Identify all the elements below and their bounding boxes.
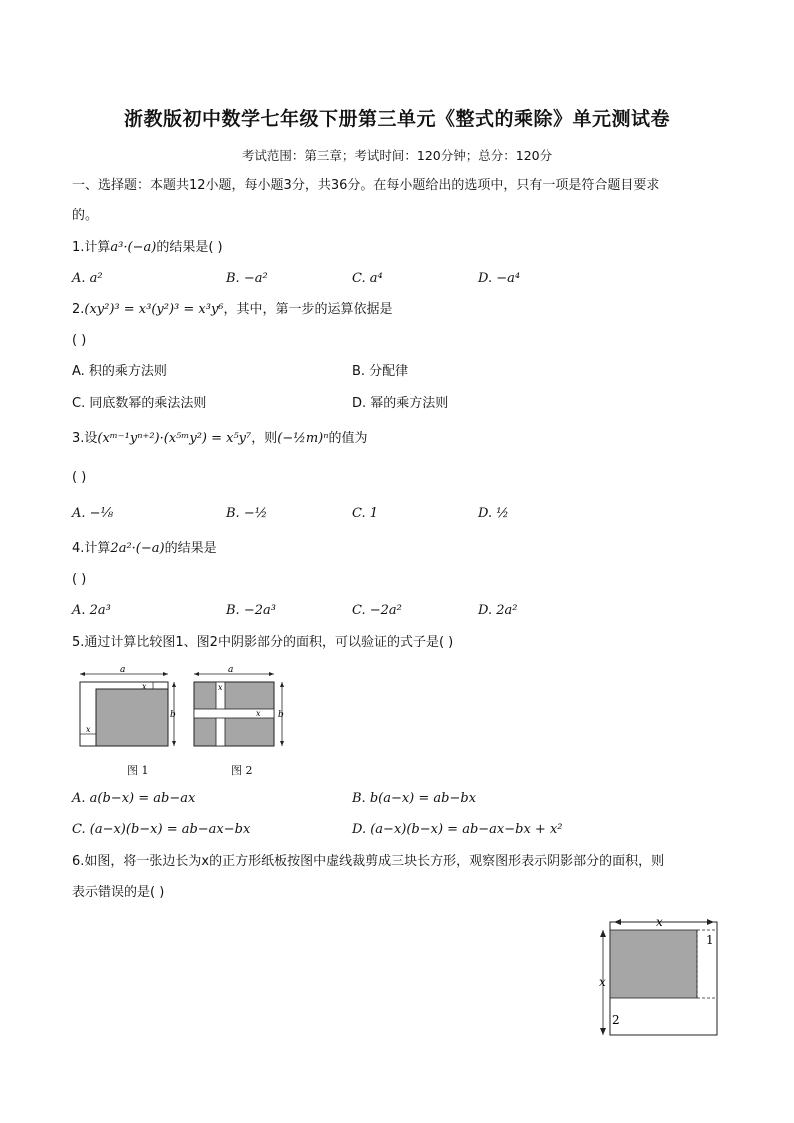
q3-answer-paren: ( ) xyxy=(72,470,87,485)
q3-mid: ，则 xyxy=(251,431,278,446)
fig2-label-a: a xyxy=(228,665,234,675)
fig1-arrow xyxy=(172,682,176,687)
section-heading-line2: 的。 xyxy=(72,208,99,223)
q2-option-b[interactable]: B. 分配律 xyxy=(352,364,409,379)
fig2-label-b: b xyxy=(278,710,284,720)
q3-option-d[interactable]: D. ½ xyxy=(478,506,509,521)
q3-post: 的值为 xyxy=(328,431,368,446)
fig2-arrow xyxy=(269,672,274,676)
q5-option-d[interactable]: D. (a−x)(b−x) = ab−ax−bx + x² xyxy=(352,822,563,837)
q3-expr2: (−½m)ⁿ xyxy=(277,431,329,446)
q4-answer-paren: ( ) xyxy=(72,572,87,587)
q6-text-line1: 如图，将一张边长为x的正方形纸板按图中虚线裁剪成三块长方形，观察图形表示阴影部分的面积，则 xyxy=(84,854,665,869)
question-4 xyxy=(72,541,217,557)
figure-1 xyxy=(76,662,186,750)
fig1-arrow xyxy=(163,672,168,676)
q1-option-d[interactable]: D. −a⁴ xyxy=(478,271,521,286)
question-2 xyxy=(72,302,393,318)
q6-arrow xyxy=(600,930,606,937)
q5-number: 5. xyxy=(72,635,85,650)
q3-option-a[interactable]: A. −⅛ xyxy=(72,506,114,521)
page-title: 浙教版初中数学七年级下册第三单元《整式的乘除》单元测试卷 xyxy=(123,108,670,130)
q2-number: 2. xyxy=(72,302,85,317)
question-3 xyxy=(72,431,368,447)
fig1-shaded-rect xyxy=(96,689,168,746)
q6-arrow xyxy=(600,1028,606,1035)
fig2-arrow xyxy=(194,672,199,676)
q6-label-1: 1 xyxy=(706,933,714,947)
q2-expr: (xy²)³ = x³(y²)³ = x³y⁶ xyxy=(84,302,224,317)
q6-text-line2: 表示错误的是( ) xyxy=(72,885,165,900)
q6-shaded-rect xyxy=(610,930,697,998)
q1-number: 1. xyxy=(72,240,85,255)
q4-pre: 计算 xyxy=(84,541,111,556)
section-heading-line1: 一、选择题：本题共12小题，每小题3分，共36分。在每小题给出的选项中，只有一项是符合题目要求 xyxy=(72,178,660,193)
q1-post: 的结果是( ) xyxy=(156,240,223,255)
exam-info: 考试范围：第三章；考试时间：120分钟；总分：120分 xyxy=(241,148,553,163)
q4-option-a[interactable]: A. 2a³ xyxy=(72,603,111,618)
q4-option-d[interactable]: D. 2a² xyxy=(478,603,518,618)
q4-expr: 2a²·(−a) xyxy=(110,541,165,556)
q4-option-c[interactable]: C. −2a² xyxy=(352,603,402,618)
q5-option-a[interactable]: A. a(b−x) = ab−ax xyxy=(72,791,196,806)
fig2-label-x-top: x xyxy=(218,683,223,692)
q3-option-b[interactable]: B. −½ xyxy=(226,506,268,521)
q6-label-left-x: x xyxy=(599,975,606,989)
q2-post: ，其中，第一步的运算依据是 xyxy=(223,302,393,317)
fig2-horizontal-strip xyxy=(194,709,274,718)
q6-figure xyxy=(592,910,724,1040)
q6-number: 6. xyxy=(72,854,85,869)
q1-option-a[interactable]: A. a² xyxy=(72,271,103,286)
q4-post: 的结果是 xyxy=(164,541,217,556)
q6-arrow xyxy=(707,919,714,925)
q1-expr: a³·(−a) xyxy=(110,240,157,255)
fig1-label-a: a xyxy=(120,665,126,675)
q1-option-c[interactable]: C. a⁴ xyxy=(352,271,383,286)
q4-option-b[interactable]: B. −2a³ xyxy=(226,603,276,618)
fig1-arrow xyxy=(172,741,176,746)
q3-option-c[interactable]: C. 1 xyxy=(352,506,379,521)
q1-pre: 计算 xyxy=(84,240,111,255)
q4-number: 4. xyxy=(72,541,85,556)
fig2-arrow xyxy=(280,682,284,687)
figure-2 xyxy=(190,662,300,750)
q3-pre: 设 xyxy=(84,431,98,446)
q6-label-top-x: x xyxy=(656,915,663,929)
fig1-label-x-left: x xyxy=(86,725,91,734)
q2-option-a[interactable]: A. 积的乘方法则 xyxy=(72,364,167,379)
question-5 xyxy=(72,635,453,651)
fig1-label-x-top: x xyxy=(142,682,147,691)
question-1 xyxy=(72,240,223,256)
figure-1-caption: 图 1 xyxy=(127,764,149,777)
q1-option-b[interactable]: B. −a² xyxy=(226,271,268,286)
figure-2-caption: 图 2 xyxy=(231,764,253,777)
q5-text: 通过计算比较图1、图2中阴影部分的面积，可以验证的式子是( ) xyxy=(84,635,454,650)
q2-answer-paren: ( ) xyxy=(72,333,87,348)
q3-number: 3. xyxy=(72,431,85,446)
q2-option-c[interactable]: C. 同底数幂的乘法法则 xyxy=(72,396,207,411)
q5-option-b[interactable]: B. b(a−x) = ab−bx xyxy=(352,791,477,806)
q3-expr: (xᵐ⁻¹yⁿ⁺²)·(x⁵ᵐy²) = x⁵y⁷ xyxy=(97,431,252,446)
fig1-label-b: b xyxy=(170,710,176,720)
question-6-line1 xyxy=(72,854,664,870)
fig2-label-x-right: x xyxy=(256,709,261,718)
q6-arrow xyxy=(614,919,621,925)
q6-label-2: 2 xyxy=(612,1013,620,1027)
fig1-arrow xyxy=(80,672,85,676)
q2-option-d[interactable]: D. 幂的乘方法则 xyxy=(352,396,449,411)
q5-option-c[interactable]: C. (a−x)(b−x) = ab−ax−bx xyxy=(72,822,251,837)
fig2-arrow xyxy=(280,741,284,746)
